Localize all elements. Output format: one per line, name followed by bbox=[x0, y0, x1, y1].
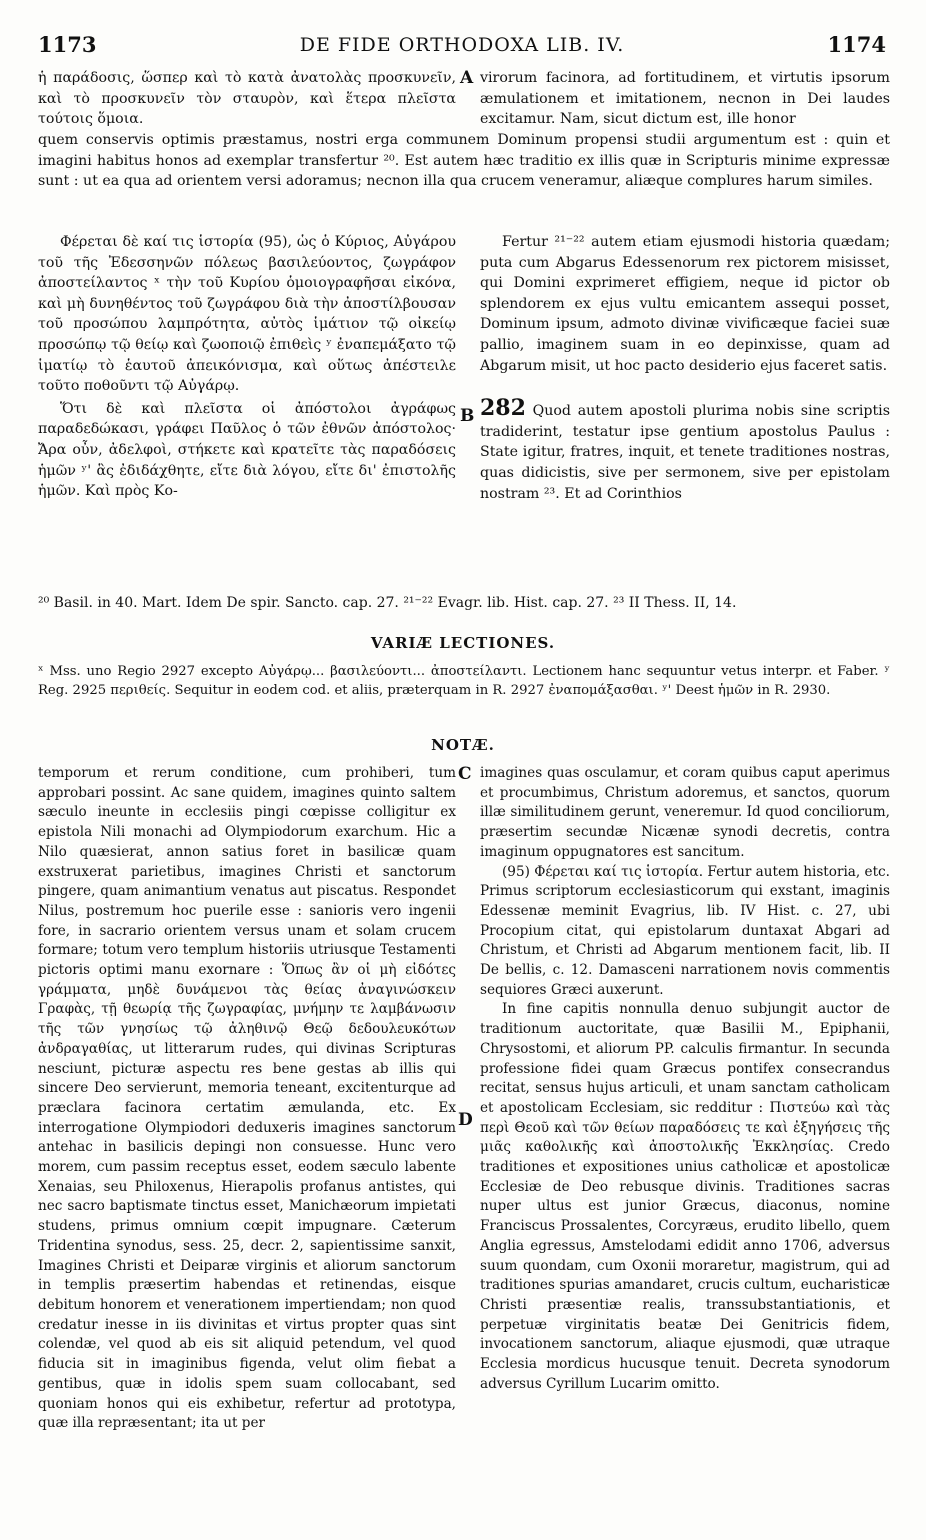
greek-column bbox=[38, 232, 456, 502]
footnotes: ²⁰ Basil. in 40. Mart. Idem De spir. Sancto. cap. 27. ²¹⁻²² Evagr. lib. Hist. cap. 27. ²³ II Thess. II, 14. bbox=[38, 595, 737, 611]
running-title: DE FIDE ORTHODOXA LIB. IV. bbox=[299, 34, 625, 56]
margin-letter-b: B bbox=[460, 406, 475, 426]
margin-letter-d: D bbox=[458, 1110, 473, 1130]
notae-right-paragraph-2: (95) Φέρεται καί τις ἱστορία. Fertur autem historia, etc. Primus scriptorum ecclesiasticorum qui exstant, imaginis Edessenæ meminit Evagrius, lib. IV Hist. c. 27, ubi Procopium citat, qui epistolarum duntaxat Abgari ad Christum, et Christi ad Abgarum mentionem facit, lib. II De bellis, c. 12. Damasceni narrationem novis commentis sequiores Græci auxerunt. bbox=[480, 863, 890, 998]
page-header bbox=[38, 32, 886, 62]
notae-title: NOTÆ. bbox=[431, 736, 495, 754]
margin-letter-a: A bbox=[460, 68, 474, 88]
latin-paragraph-1: Fertur ²¹⁻²² autem etiam ejusmodi historia quædam; puta cum Abgarus Edessenorum rex pictorem misisset, qui Domini exprimeret effigiem, neque id pictor ob splendorem ex ejus vultu emicantem assequi posset, Dominum ipsum, admoto divinæ vivificæque faciei suæ pallio, imaginem suam in eo depinxisse, quam ad Abgarum misit, ut hoc pacto desiderio ejus faceret satis. bbox=[480, 234, 890, 374]
notae-right-paragraph-1: imagines quas osculamur, et coram quibus caput aperimus et procumbimus, Christum adoremus, et sanctos, quorum illæ similitudinem gerunt, veneremur. Id quod conciliorum, præsertim secundæ Nicænæ synodi decretis, contra imaginum oppugnatores est sancitum. bbox=[480, 765, 890, 860]
variae-lectiones-title: VARIÆ LECTIONES. bbox=[370, 634, 556, 652]
notae-right-paragraph-3: In fine capitis nonnulla denuo subjungit auctor de traditionum auctoritate, quæ Basilii M., Epiphanii, Chrysostomi, et aliorum PP. calculis firmantur. In secunda professione fidei quam Græcus pontifex consecrandus recitat, sensus hujus articuli, et unam sanctam catholicam et apostolicam Ecclesiam, sic redditur : Πιστεύω καὶ τὰς περὶ Θεοῦ καὶ τῶν θείων παραδόσεις τε καὶ ἐξηγήσεις τῆς μιᾶς καθολικῆς καὶ ἀποστολικῆς Ἐκκλησίας. Credo traditiones et expositiones unius catholicæ et apostolicæ Ecclesiæ de Deo rebusque divinis. Traditiones sacras nuper ultus est junior Græcus, diaconus, nomine Franciscus Prossalentes, Corcyræus, erudito libello, quem Anglia egressus, Amstelodami edidit anno 1706, adversus suum quondam, cum Oxonii moraretur, magistrum, qui ad traditiones spurias amandaret, crucis cultum, eucharisticæ Christi præsentiæ realis, transsubstantiationis, et perpetuæ virginitatis beatæ Dei Genitricis fidem, invocationem sanctorum, aliaque ejusmodi, quæ utraque Ecclesia mordicus hucusque tenuit. Decreta synodorum adversus Cyrillum Lucarim omitto. bbox=[480, 1001, 890, 1392]
notae-right-column bbox=[480, 764, 890, 1395]
latin-paragraph-2: 282 Quod autem apostoli plurima nobis sine scriptis tradiderint, testatur ipse gentium apostolus Paulus : State igitur, fratres, inquit, et tenete traditiones nostras, quas didicistis, sive per sermonem, sive per epistolam nostram ²³. Et ad Corinthios bbox=[480, 395, 890, 502]
top-latin: virorum facinora, ad fortitudinem, et virtutis ipsorum æmulationem et imitationem, necnon in Dei laudes excitamur. Nam, sicut dictum est, ille honor bbox=[480, 70, 890, 128]
greek-paragraph-2: Ὅτι δὲ καὶ πλεῖστα οἱ ἀπόστολοι ἀγράφως παραδεδώκασι, γράφει Παῦλος ὁ τῶν ἐθνῶν ἀπόστολος· Ἄρα οὖν, ἀδελφοὶ, στήκετε καὶ κρατεῖτε τὰς παραδόσεις ἡμῶν ʸ' ἃς ἐδιδάχθητε, εἴτε διὰ λόγου, εἴτε δι' ἐπιστολῆς ἡμῶν. Καὶ πρὸς Κο- bbox=[38, 400, 456, 500]
page-number-left: 1173 bbox=[38, 32, 97, 57]
variae-lectiones-text: ˣ Mss. uno Regio 2927 excepto Αὐγάρῳ... βασιλεύοντι... ἀποστείλαντι. Lectionem hanc sequuntur vetus interpr. et Faber. ʸ Reg. 2925 περιθείς. Sequitur in eodem cod. et aliis, præterquam in R. 2927 ἐναπομάξασθαι. ʸ' Deest ἡμῶν in R. 2930. bbox=[38, 664, 890, 698]
margin-letter-c: C bbox=[458, 764, 472, 784]
top-full-text: quem conservis optimis præstamus, nostri erga communem Dominum propensi studii argumentum est : quin et imagini habitus honos ad exemplar transfertur ²⁰. Est autem hæc traditio ex illis quæ in Scripturis minime expressæ sunt : ut ea qua ad orientem versi adoramus; necnon illa qua crucem veneramur, aliæque complures harum similes. bbox=[38, 132, 890, 190]
page-number-right: 1174 bbox=[827, 32, 886, 57]
greek-paragraph-1: Φέρεται δὲ καί τις ἱστορία (95), ὡς ὁ Κύριος, Αὐγάρου τοῦ τῆς Ἐδεσσηνῶν πόλεως βασιλεύοντος, ζωγράφον ἀποστείλαντος ˣ τὴν τοῦ Κυρίου ὁμοιογραφῆσαι εἰκόνα, καὶ μὴ δυνηθέντος τοῦ ζωγράφου διὰ τὴν ἀποστίλβουσαν τοῦ προσώπου λαμπρότητα, αὐτὸς ἱμάτιον τῷ οἰκείῳ προσώπῳ τῷ θείῳ καὶ ζωοποιῷ ἐπιθεὶς ʸ ἐναπεμάξατο τῷ ἱματίῳ τὸ ἑαυτοῦ ἀπεικόνισμα, καὶ οὕτως ἀπέστειλε τοῦτο ποθοῦντι τῷ Αὐγάρῳ. bbox=[38, 234, 456, 395]
section-number: 282 bbox=[480, 395, 526, 422]
top-greek: ἡ παράδοσις, ὥσπερ καὶ τὸ κατὰ ἀνατολὰς προσκυνεῖν, καὶ τὸ προσκυνεῖν τὸν σταυρὸν, καὶ ἕτερα πλεῖστα τούτοις ὅμοια. bbox=[38, 70, 456, 128]
latin-column bbox=[480, 232, 890, 504]
notae-left-column: temporum et rerum conditione, cum prohiberi, tum approbari possint. Ac sane quidem, imagines quinto saltem sæculo ineunte in ecclesiis pingi cœpisse colligitur ex epistola Nili monachi ad Olympiodorum exarchum. Hic a Nilo quæsierat, annon satius foret in basilicæ quam exstruxerat parietibus, imagines Christi et sanctorum pingere, quam animantium venatus aut piscatus. Respondet Nilus, postremum hoc puerile esse : sanioris vero ingenii fore, in sacrario orientem versus unam et solam crucem formare; totum vero templum historiis utriusque Testamenti pictoris optimi manu exornare : Ὅπως ἂν οἱ μὴ εἰδότες γράμματα, μηδὲ δυνάμενοι τὰς θείας ἀναγινώσκειν Γραφὰς, τῇ θεωρίᾳ τῆς ζωγραφίας, μνήμην τε λαμβάνωσιν τῆς τῶν γνησίως τῷ ἀληθινῷ Θεῷ δεδουλευκότων ἀνδραγαθίας, ut litterarum rudes, qui divinas Scripturas nesciunt, picturæ aspectu res bene gestas ab illis qui sincere Deo servierunt, memoria teneant, excitenturque ad præclara facinora certatim æmulanda, etc. Ex interrogatione Olympiodori deduxeris imagines sanctorum antehac in basilicis depingi non consuesse. Hunc vero morem, cum passim receptus esset, eodem sæculo labente Xenaias, seu Philoxenus, Hierapolis profanus antistes, qui nec sacro baptismate tinctus esset, Manichæorum impietati studens, primus omnium cœpit impugnare. Cæterum Tridentina synodus, sess. 25, decr. 2, sapientissime sanxit, Imagines Christi et Deiparæ virginis et aliorum sanctorum in templis præsertim habendas et retinendas, eisque debitum honorem et venerationem impertiendam; non quod credatur inesse in iis divinitas et virtus propter quas sint colendæ, vel quod ab eis sit aliquid petendum, vel quod fiducia sit in imaginibus figenda, velut olim fiebat a gentibus, quæ in idolis spem suam collocabant, sed quoniam honos qui eis exhibetur, refertur ad prototypa, quæ illa repræsentant; ita ut per bbox=[38, 765, 456, 1432]
